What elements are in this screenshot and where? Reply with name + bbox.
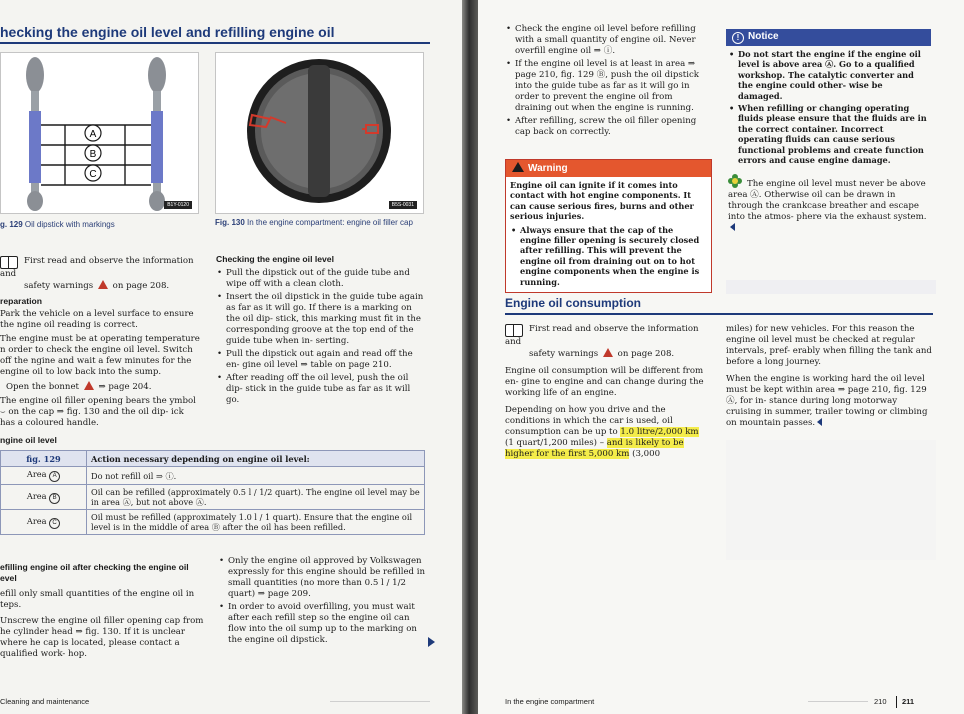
checking-step-1: • Pull the dipstick out of the guide tube and wipe off with a clean cloth. (216, 268, 424, 290)
consumption-column-2 (726, 324, 934, 429)
table-header-fig: fig. 129 (1, 451, 87, 467)
book-icon (505, 324, 523, 337)
warning-label: Warning (528, 163, 568, 174)
figure-oil-dipstick (0, 52, 199, 214)
book-icon (0, 256, 18, 269)
table-heading: ngine oil level (0, 435, 57, 445)
refill-step-2: • In order to avoid overfilling, you must wait after each refill step so the engine oil can flow into the oil sump up to the marking on the engine oil dipstick. (218, 602, 426, 646)
notice-header (726, 29, 931, 46)
left-footer: Cleaning and maintenance (0, 697, 90, 706)
prep-paragraph-1: Park the vehicle on a level surface to ensure the ngine oil reading is correct. (0, 309, 194, 330)
table-row (1, 510, 425, 535)
consumption-paragraph-2 (505, 405, 710, 460)
page-number-divider (896, 696, 897, 708)
refill-step-1: • Only the engine oil approved by Volkswagen expressly for this engine should be refilled in small quantities (no more than 0.5 l / 1/2 quart) ⇒ page 209. (218, 556, 426, 600)
highlight-new-vehicle: and is likely to be higher for the first 5,000 km (505, 438, 684, 459)
figure-oil-filler-cap (215, 52, 424, 214)
consumption-paragraph-3: miles) for new vehicles. For this reason the engine oil level must be checked at regular intervals, pref- erably when filling the tank and before a long journey. (726, 324, 932, 367)
refill-paragraph-1: efill only small quantities of the engine oil in teps. (0, 589, 195, 610)
warning-body (506, 177, 711, 292)
show-through (726, 280, 936, 294)
prep-paragraph-4: The engine oil filler opening bears the ymbol ⌣ on the cap ⇒ fig. 130 and the oil dip- ick has a coloured handle. (0, 396, 196, 428)
consumption-column-1 (505, 324, 710, 460)
warning-triangle-icon (84, 381, 94, 390)
consumption-text: (3,000 (629, 449, 661, 459)
refill-paragraph-2: Unscrew the engine oil filler opening cap from he cylinder head ⇒ fig. 130. If it is unclear where he cap is located, please contact a qualified work- hop. (0, 616, 204, 659)
consumption-intro (505, 324, 710, 360)
caption-text: Oil dipstick with markings (24, 220, 115, 229)
table-cell-action: Oil can be refilled (approximately 0.5 l / 1/2 quart). The engine oil level may be in area Ⓐ, but not above Ⓐ. (87, 485, 425, 510)
right-footer: In the engine compartment (505, 697, 595, 706)
page-ref: ⇒ page 204. (98, 382, 152, 392)
intro-line2-pre: safety warnings (24, 281, 94, 291)
show-through (726, 440, 936, 560)
left-column (0, 256, 200, 446)
table-cell-area (1, 467, 87, 485)
dipstick-illustration (1, 53, 198, 213)
refill-column (0, 562, 205, 660)
warning-paragraph-2: • Always ensure that the cap of the engine filler opening is securely closed after refilling. This will prevent the engine oil from draining out on to hot engine components when the engine is running. (510, 225, 707, 287)
checking-step-3: • Pull the dipstick out again and read off the en- gine oil level ⇒ table on page 210. (216, 349, 424, 371)
consumption-text: (1 quart/1,200 miles) – (505, 438, 607, 448)
prep-paragraph-3 (0, 381, 200, 393)
intro-line2-post: on page 208. (617, 349, 675, 359)
page-number-left: 210 (874, 697, 887, 706)
table-cell-action: Oil must be refilled (approximately 1.0 l / 1 quart). Ensure that the engine oil level is in the middle of area Ⓑ after the oil has been refilled. (87, 510, 425, 535)
table-cell-area (1, 510, 87, 535)
area-label: Area (26, 469, 47, 479)
intro-line1: First read and observe the information and (0, 256, 194, 279)
refill-bullets (218, 556, 426, 648)
intro-block (0, 256, 200, 292)
environment-icon (728, 174, 742, 188)
prep-paragraph-2: The engine must be at operating temperature n order to check the engine oil level. Switch off the ngine and wait a few minutes for the engine oil to low back into the sump. (0, 334, 200, 377)
area-mark: C (49, 518, 60, 529)
highlight-consumption-rate: 1.0 litre/2,000 km (620, 427, 699, 437)
intro-line1: First read and observe the information and (505, 324, 699, 347)
refill-step-5: • After refilling, screw the oil filler opening cap back on correctly. (505, 116, 710, 138)
warning-box (505, 159, 712, 293)
table-header-row (1, 451, 425, 467)
footer-rule (808, 701, 868, 702)
open-bonnet-text: Open the bonnet (6, 382, 79, 392)
consumption-paragraph-4 (726, 374, 934, 429)
consumption-paragraph-1: Engine oil consumption will be different from en- gine to engine and can change during the working life of an engine. (505, 366, 704, 398)
warning-icon (512, 162, 524, 172)
table-row (1, 467, 425, 485)
oil-cap-illustration (216, 53, 423, 213)
refill-heading: efilling engine oil after checking the engine oil evel (0, 562, 189, 583)
mark-a-label: A (89, 129, 97, 140)
checking-column (216, 254, 424, 408)
warning-triangle-icon (603, 348, 613, 357)
caption-text: In the engine compartment: engine oil filler cap (247, 218, 413, 227)
book-spine (462, 0, 478, 714)
checking-step-4: • After reading off the oil level, push the oil dip- stick in the guide tube as far as it will go. (216, 373, 424, 406)
table-cell-area (1, 485, 87, 510)
consumption-text: When the engine is working hard the oil level must be kept within area ⇒ page 210, fig. 129 Ⓐ, for in- stance during long motorway cruising in summer, trailer towing or climbing on mountain passes. (726, 374, 928, 428)
figure-129-caption (0, 220, 200, 230)
table-cell-action: Do not refill oil ⇒ ⓘ. (87, 467, 425, 485)
continue-arrow-icon (428, 637, 435, 647)
refill-step-3: • Check the engine oil level before refilling with a small quantity of engine oil. Never overfill engine oil ⇒ ⓘ. (505, 24, 710, 57)
environment-note (726, 170, 931, 238)
notice-paragraph-2: • When refilling or changing operating fluids please ensure that the fluids are in the correct container. Incorrect operating fluids can cause serious functional problems and create function errors and cause engine damage. (728, 103, 929, 165)
right-page (478, 0, 964, 714)
figure-code: B5S-0031 (389, 201, 417, 209)
mark-b-label: B (89, 149, 97, 160)
table-row (1, 485, 425, 510)
mark-c-label: C (89, 169, 97, 180)
figure-130-caption (215, 218, 425, 228)
notice-label: Notice (748, 31, 779, 42)
end-marker-icon (730, 223, 735, 231)
area-label: Area (26, 490, 47, 501)
intro-line2-post: on page 208. (112, 281, 170, 291)
notice-paragraph-1: • Do not start the engine if the engine oil level is above area Ⓐ. Go to a qualified workshop. The catalytic converter and the engine could other- wise be damaged. (728, 49, 929, 101)
area-mark: A (49, 471, 60, 482)
section-title: Engine oil consumption (505, 296, 933, 315)
preparation-heading: reparation (0, 296, 43, 306)
caption-number: Fig. 130 (215, 218, 245, 227)
end-marker-icon (817, 418, 822, 426)
footer-rule (330, 701, 430, 702)
checking-heading: Checking the engine oil level (216, 254, 334, 264)
warning-paragraph-1: Engine oil can ignite if it comes into contact with hot engine components. It can cause serious fires, burns and other serious injuries. (510, 180, 694, 222)
refill-continued (505, 24, 710, 140)
chapter-title: hecking the engine oil level and refilling engine oil (0, 24, 430, 44)
page-number-right: 211 (902, 697, 915, 706)
warning-header (506, 160, 711, 177)
caption-number: g. 129 (0, 220, 23, 229)
warning-triangle-icon (98, 280, 108, 289)
checking-step-2: • Insert the oil dipstick in the guide tube again as far as it will go. If there is a marking on the oil dip- stick, this marking must fit in the corresponding groove at the top end of the guide tube when in- serting. (216, 292, 424, 347)
figure-code: B1Y-0120 (164, 201, 192, 209)
left-page (0, 0, 462, 714)
area-mark: B (49, 493, 60, 504)
consumption-text: Depending on how you drive and the conditions in which the car is used, oil consumption can be up to (505, 405, 673, 437)
refill-step-4: • If the engine oil level is at least in area ⇒ page 210, fig. 129 Ⓑ, push the oil dipstick into the guide tube as far as it will go in order to prevent the engine oil from draining out when the engine is running. (505, 59, 710, 114)
notice-box (726, 29, 931, 238)
area-label: Area (26, 515, 47, 526)
table-header-action: Action necessary depending on engine oil level: (87, 451, 425, 467)
oil-level-table (0, 450, 425, 535)
notice-body (726, 46, 931, 170)
notice-icon: ! (732, 32, 744, 44)
intro-line2-pre: safety warnings (529, 349, 599, 359)
environment-note-text: The engine oil level must never be above area Ⓐ. Otherwise oil can be drawn in through the crankcase breather and escape into the atmos- phere via the exhaust system. (728, 179, 927, 223)
